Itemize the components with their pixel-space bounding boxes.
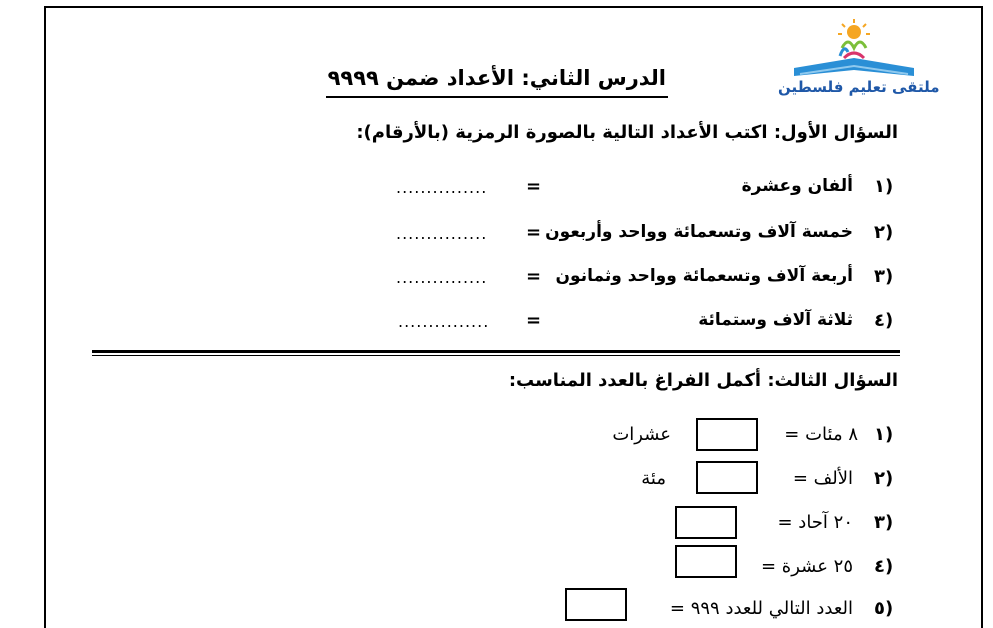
q1-item-3-number: ٣) <box>874 266 894 287</box>
q3-item-1-unit: عشرات <box>612 424 671 445</box>
q1-item-3-answer-blank[interactable]: ............... <box>396 268 488 287</box>
q1-item-4-text: ثلاثة آلاف وستمائة <box>698 310 853 330</box>
q1-item-2-equals: = <box>526 222 542 243</box>
q1-item-1-equals: = <box>526 176 542 197</box>
logo-text: ملتقى تعليم فلسطين <box>778 78 940 96</box>
q1-item-3-equals: = <box>526 266 542 287</box>
q1-item-1-text: ألفان وعشرة <box>741 176 853 196</box>
q3-item-3-answer-box[interactable] <box>675 506 737 539</box>
question-3-heading: السؤال الثالث: أكمل الفراغ بالعدد المناسب: <box>508 370 898 391</box>
q1-item-2-number: ٢) <box>874 222 894 243</box>
q3-item-5-answer-box[interactable] <box>565 588 627 621</box>
title-underline <box>326 96 668 98</box>
q3-item-4-text: ٢٥ عشرة = <box>760 556 853 577</box>
q1-item-2-answer-blank[interactable]: ............... <box>396 224 488 243</box>
q3-item-2-unit: مئة <box>641 468 666 489</box>
q3-item-2-number: ٢) <box>874 468 894 489</box>
section-divider-thin <box>92 355 900 356</box>
q1-item-2-text: خمسة آلاف وتسعمائة وواحد وأربعون <box>545 222 853 242</box>
q3-item-5-number: ٥) <box>874 598 894 619</box>
q3-item-2-text: الألف = <box>792 468 853 489</box>
q3-item-3-text: ٢٠ آحاد = <box>777 512 853 533</box>
q1-item-4-equals: = <box>526 310 542 331</box>
q3-item-1-text: ٨ مئات = <box>784 424 858 445</box>
q3-item-1-number: ١) <box>874 424 894 445</box>
q3-item-4-answer-box[interactable] <box>675 545 737 578</box>
q3-item-5-text: العدد التالي للعدد ٩٩٩ = <box>669 598 853 619</box>
q3-item-4-number: ٤) <box>874 556 894 577</box>
q1-item-4-number: ٤) <box>874 310 894 331</box>
q1-item-4-answer-blank[interactable]: ............... <box>398 312 490 331</box>
q1-item-3-text: أربعة آلاف وتسعمائة وواحد وثمانون <box>555 266 853 286</box>
q3-item-3-number: ٣) <box>874 512 894 533</box>
q3-item-2-answer-box[interactable] <box>696 461 758 494</box>
page-title: الدرس الثاني: الأعداد ضمن ٩٩٩٩ <box>327 66 666 90</box>
q1-item-1-number: ١) <box>874 176 894 197</box>
q1-item-1-answer-blank[interactable]: ............... <box>396 178 488 197</box>
q3-item-1-answer-box[interactable] <box>696 418 758 451</box>
question-1-heading: السؤال الأول: اكتب الأعداد التالية بالصورة الرمزية (بالأرقام): <box>356 122 898 143</box>
section-divider <box>92 350 900 353</box>
